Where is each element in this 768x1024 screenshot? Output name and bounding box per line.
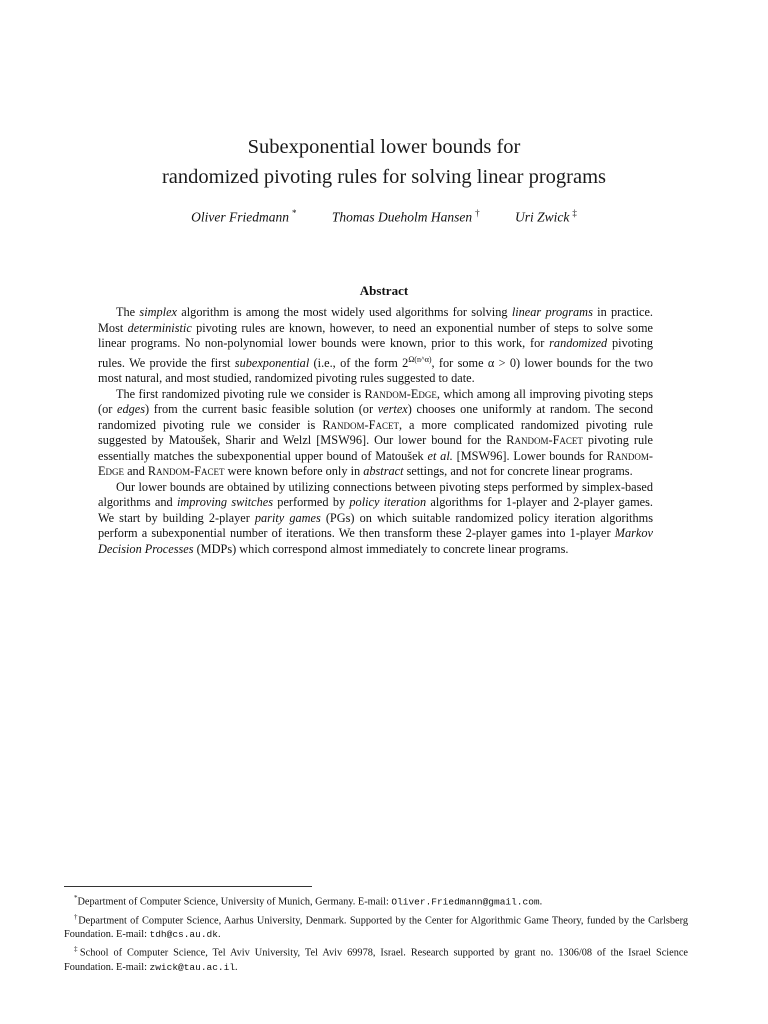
email-address: Oliver.Friedmann@gmail.com [391, 896, 540, 908]
emphasis: policy iteration [349, 495, 427, 510]
author-friedmann [191, 208, 296, 226]
text: pivoting rule essentially matches the subexponential upper bound of Matoušek [98, 433, 653, 463]
author-footnote-mark: * [291, 208, 297, 218]
small-caps: Random-Facet [322, 417, 399, 432]
footnote-affiliation-2 [64, 910, 688, 943]
emphasis: improving switches [176, 495, 274, 510]
email-address: tdh@cs.au.dk [149, 929, 218, 941]
text: [MSW96]. Lower bounds for [452, 448, 607, 463]
emphasis: et al. [427, 448, 453, 463]
text: in practice. Most [98, 305, 653, 335]
text: , for some α > 0) lower bounds for the two most natural, and most studied, randomized pivoting rules suggested to date. [98, 355, 653, 386]
footnote-text: Department of Computer Science, University of Munich, Germany. E-mail: [77, 896, 392, 908]
author-name: Oliver Friedmann [191, 209, 289, 225]
text: ) chooses one uniformly at random. The second randomized pivoting rule we consider is [98, 402, 653, 432]
author-footnote-mark: ‡ [572, 208, 577, 218]
text: . [539, 896, 543, 908]
author-name: Uri Zwick [514, 209, 570, 225]
text: pivoting rules are known, however, to need an exponential number of steps to solve some linear programs. No non-polynomial lower bounds were known, prior to this work, for [98, 320, 654, 350]
text: settings, and not for concrete linear programs. [403, 464, 633, 479]
abstract-body [98, 305, 653, 557]
text: The first randomized pivoting rule we consider is [116, 386, 365, 401]
emphasis: simplex [139, 305, 177, 319]
small-caps: Random-Edge [364, 386, 437, 401]
text: The [116, 305, 140, 319]
abstract-paragraph-3 [98, 480, 653, 558]
title-line-1: Subexponential lower bounds for [247, 136, 521, 158]
emphasis: abstract [363, 464, 404, 479]
text: pivoting rules. We provide the first [98, 336, 653, 370]
abstract-paragraph-2 [98, 387, 653, 480]
text: ) from the current basic feasible solution (or [145, 402, 378, 417]
text: , which among all improving pivoting steps (or [98, 386, 654, 417]
footnotes [64, 891, 688, 975]
text: (i.e., of the form 2 [309, 355, 409, 370]
author-name: Thomas Dueholm Hansen [331, 209, 473, 225]
author-footnote-mark: † [475, 208, 480, 218]
text: algorithm is among the most widely used algorithms for solving [177, 305, 512, 319]
text: and [124, 464, 148, 479]
footnote-mark: ‡ [74, 945, 80, 954]
email-address: zwick@tau.ac.il [149, 962, 236, 974]
footnote-divider [64, 886, 312, 887]
paper-title [0, 132, 768, 192]
text: (PGs) on which suitable randomized policy iteration algorithms perform a subexponential number of iterations. We then transform these 2-player games into 1-player [98, 510, 653, 541]
emphasis: parity games [254, 510, 321, 525]
author-zwick [515, 208, 577, 226]
footnote-affiliation-3 [64, 942, 688, 975]
emphasis: edges [117, 402, 146, 417]
title-line-2: randomized pivoting rules for solving linear programs [161, 166, 607, 188]
text: . [217, 929, 221, 941]
text: were known before only in [224, 464, 364, 479]
exponent: Ω(n^α) [408, 354, 432, 364]
emphasis: randomized [549, 336, 608, 350]
text: , a more complicated randomized pivoting rule suggested by Matoušek, Sharir and Welzl [MSW96]. Our lower bound for the [98, 417, 653, 448]
text: performed by [273, 495, 350, 510]
small-caps: Random-Facet [147, 464, 225, 479]
footnote-affiliation-1 [64, 891, 688, 910]
footnote-mark: † [74, 912, 79, 921]
text: Our lower bounds are obtained by utilizing connections between pivoting steps performed by simplex-based algorithms and [98, 479, 653, 510]
footnote-text: Department of Computer Science, Aarhus University, Denmark. Supported by the Center for Algorithmic Game Theory, funded by the Carlsberg Foundation. E-mail: [64, 915, 689, 941]
emphasis: Markov Decision Processes [98, 526, 653, 556]
text: . [235, 962, 238, 974]
small-caps: Random-Facet [506, 433, 583, 448]
author-list [0, 208, 768, 226]
emphasis: linear programs [511, 305, 593, 319]
emphasis: vertex [377, 402, 408, 417]
author-hansen [332, 208, 480, 226]
small-caps: Random-Edge [98, 448, 653, 479]
text: algorithms for 1-player and 2-player games. We start by building 2-player [98, 495, 653, 525]
footnote-mark: * [74, 894, 78, 902]
text: (MDPs) which correspond almost immediately to concrete linear programs. [193, 541, 569, 556]
footnote-text: School of Computer Science, Tel Aviv University, Tel Aviv 69978, Israel. Research supported by grant no. 1306/08 of the Israel Science Foundation. E-mail: [64, 947, 689, 974]
abstract-paragraph-1 [98, 305, 653, 387]
emphasis: deterministic [127, 320, 192, 335]
abstract-heading: Abstract [359, 283, 409, 298]
emphasis: subexponential [234, 355, 310, 370]
